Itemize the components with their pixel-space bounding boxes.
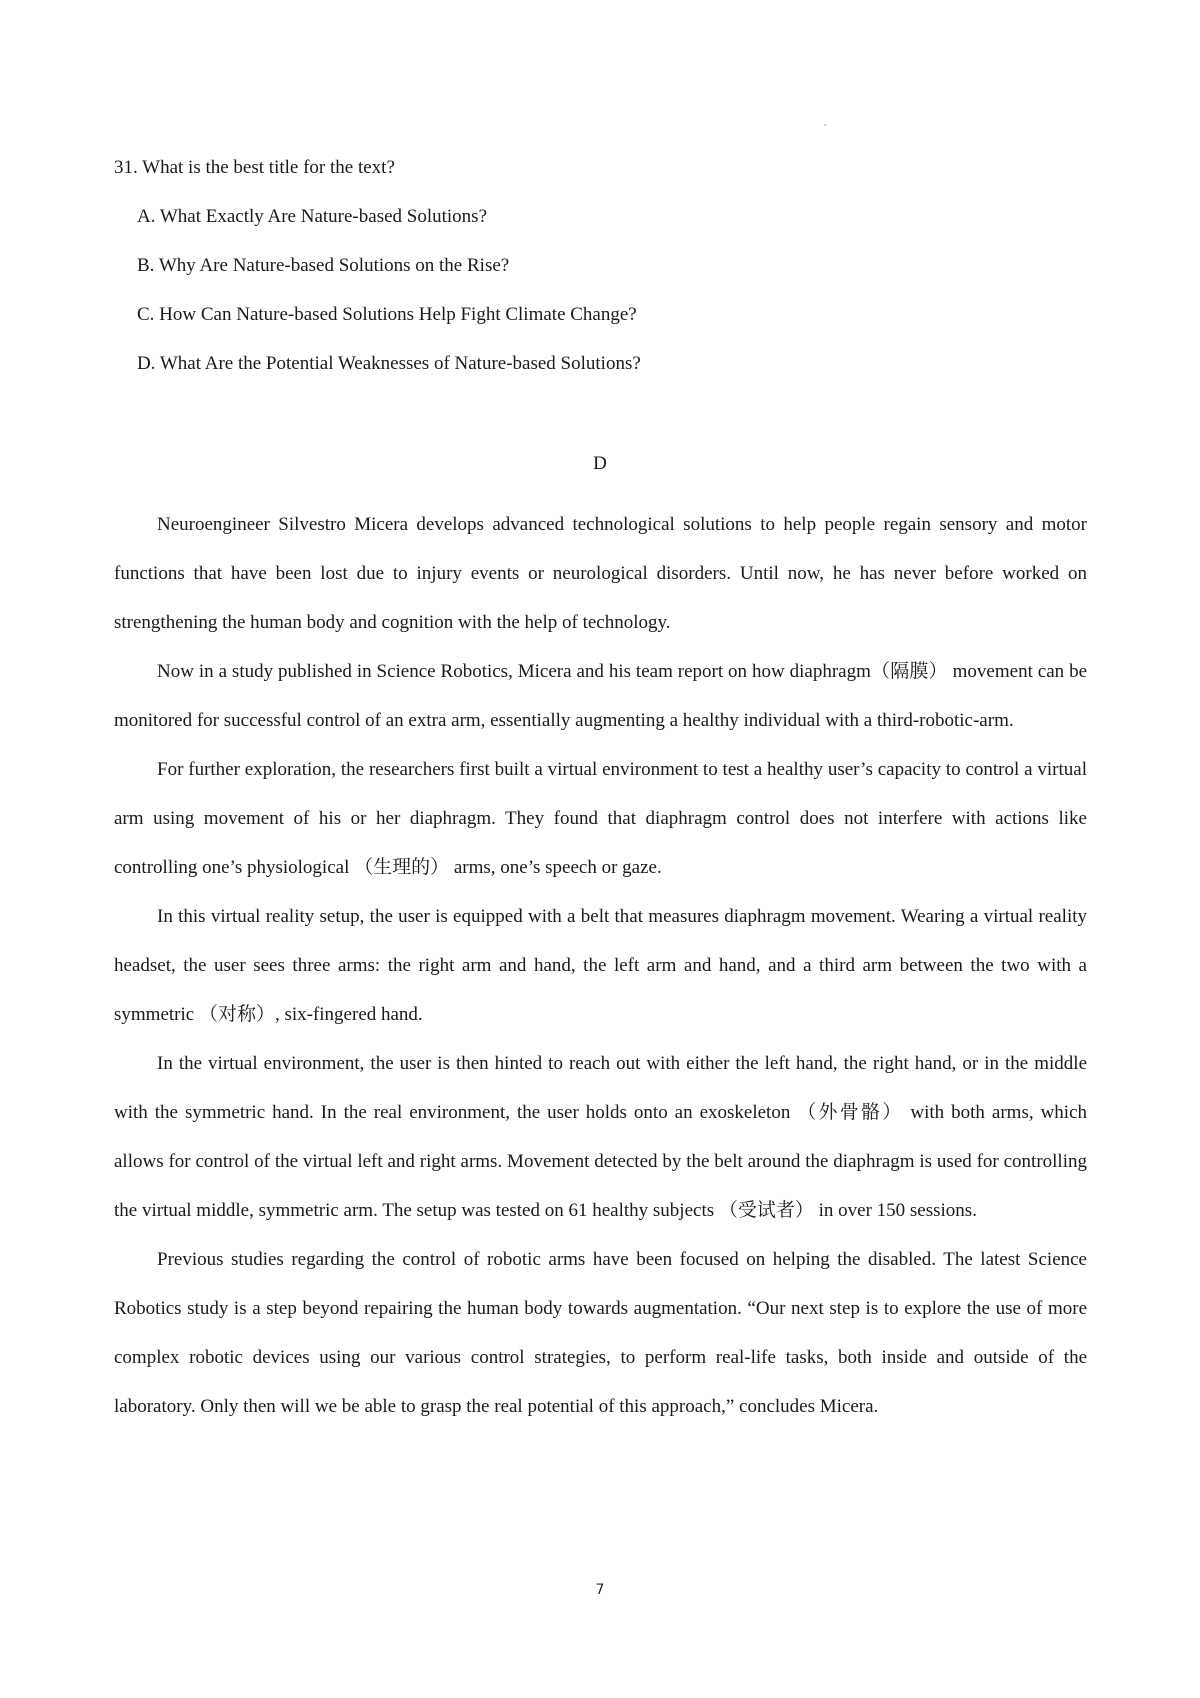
paragraph-1: Neuroengineer Silvestro Micera develops advanced technological solutions to help people regain sensory and motor functions that have been lost due to injury events or neurological disorders. Until now, he has never before worked on strengthening the human body and cognition with the help of technology.	[114, 514, 1087, 633]
paragraph-5: In the virtual environment, the user is then hinted to reach out with either the left hand, the right hand, or in the middle with the symmetric hand. In the real environment, the user holds onto an exoskeleton （外骨骼） with both arms, which allows for control of the virtual left and right arms. Movement detected by the belt around the diaphragm is used for controlling the virtual middle, symmetric arm. The setup was tested on 61 healthy subjects （受试者） in over 150 sessions.	[114, 1053, 1087, 1221]
section-heading	[0, 452, 1200, 476]
question-stem: 31. What is the best title for the text?	[114, 157, 395, 178]
option-a: A. What Exactly Are Nature-based Solutions?	[137, 206, 487, 227]
option-b: B. Why Are Nature-based Solutions on the Rise?	[137, 255, 510, 276]
option-c: C. How Can Nature-based Solutions Help Fight Climate Change?	[137, 304, 637, 325]
paragraph-6: Previous studies regarding the control of robotic arms have been focused on helping the disabled. The latest Science Robotics study is a step beyond repairing the human body towards augmentation. “Our next step is to explore the use of more complex robotic devices using our various control strategies, to perform real-life tasks, both inside and outside of the laboratory. Only then will we be able to grasp the real potential of this approach,” concludes Micera.	[114, 1249, 1087, 1417]
paragraph-4: In this virtual reality setup, the user is equipped with a belt that measures diaphragm movement. Wearing a virtual reality headset, the user sees three arms: the right arm and hand, the left arm and hand, and a third arm between the two with a symmetric （对称）, six-fingered hand.	[114, 906, 1087, 1025]
answer-options	[137, 205, 641, 401]
section-letter: D	[593, 453, 607, 474]
reading-passage	[114, 500, 1087, 1431]
paragraph-3: For further exploration, the researchers first built a virtual environment to test a healthy user’s capacity to control a virtual arm using movement of his or her diaphragm. They found that diaphragm control does not interfere with actions like controlling one’s physiological （生理的） arms, one’s speech or gaze.	[114, 759, 1087, 878]
page-number: 7	[595, 1582, 605, 1598]
paragraph-2: Now in a study published in Science Robotics, Micera and his team report on how diaphragm（隔膜） movement can be monitored for successful control of an extra arm, essentially augmenting a healthy individual with a third-robotic-arm.	[114, 661, 1087, 731]
scan-speck	[824, 124, 826, 126]
option-d: D. What Are the Potential Weaknesses of Nature-based Solutions?	[137, 353, 641, 374]
